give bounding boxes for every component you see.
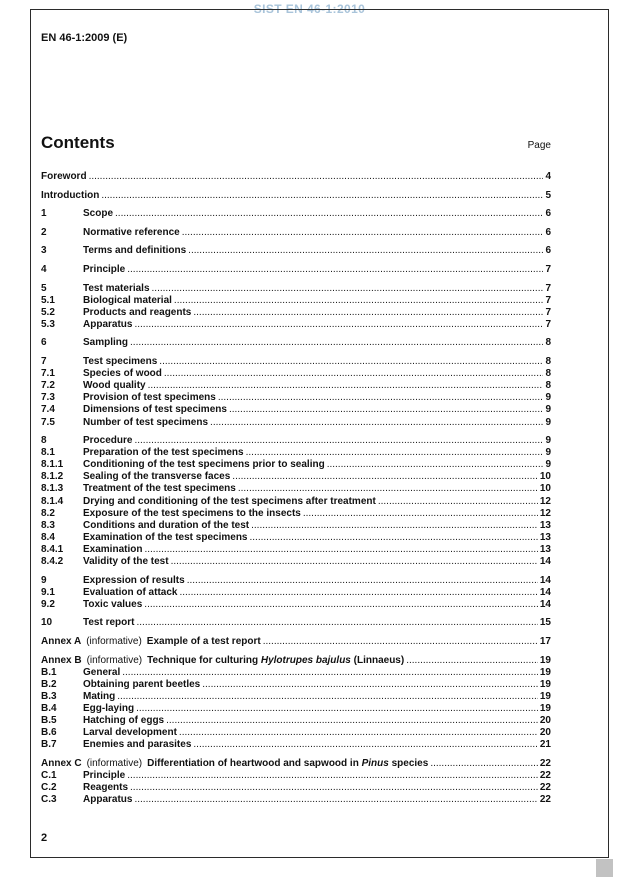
toc-entry-number: 4 — [41, 263, 47, 275]
toc-entry — [41, 636, 551, 648]
toc-entry — [41, 447, 551, 459]
toc-dot-leader — [144, 544, 537, 556]
toc-entry-title: Sealing of the transverse faces — [83, 471, 231, 483]
toc-entry-page: 9 — [545, 435, 551, 447]
toc-entry-title: Conditions and duration of the test — [83, 519, 250, 531]
toc-dot-leader — [159, 356, 543, 368]
toc-entry-number: C.1 — [41, 769, 57, 781]
toc-entry-page: 7 — [545, 294, 551, 306]
toc-entry — [41, 307, 551, 319]
toc-entry — [41, 190, 551, 202]
toc-dot-leader — [202, 679, 538, 691]
toc-entry-number: B.3 — [41, 690, 57, 702]
toc-entry-title: Products and reagents — [83, 306, 192, 318]
toc-entry-page: 14 — [539, 574, 551, 586]
toc-dot-leader — [137, 617, 538, 629]
toc-entry-page: 9 — [545, 447, 551, 459]
toc-entry-number: 8.4 — [41, 531, 55, 543]
toc-entry — [41, 459, 551, 471]
toc-entry-number: 9.2 — [41, 598, 55, 610]
toc-entry — [41, 782, 551, 794]
toc-entry-page: 7 — [545, 318, 551, 330]
toc-entry-page: 8 — [545, 368, 551, 380]
toc-entry-page: 17 — [539, 636, 551, 647]
toc-entry-page: 7 — [545, 263, 551, 275]
toc-entry-page: 21 — [539, 739, 551, 751]
toc-entry-number: 3 — [41, 245, 47, 257]
toc-entry-page: 5 — [545, 189, 551, 201]
toc-dot-leader — [130, 782, 538, 794]
toc-entry-number: 8.1.1 — [41, 459, 64, 471]
toc-entry-page: 22 — [539, 757, 551, 769]
toc-entry-number: 8.3 — [41, 519, 55, 531]
toc-dot-leader — [174, 295, 544, 307]
toc-entry-number: B.6 — [41, 727, 57, 739]
toc-entry-page: 22 — [539, 782, 551, 794]
toc-entry-title: Enemies and parasites — [83, 739, 192, 751]
toc-entry-page: 13 — [539, 531, 551, 543]
toc-entry — [41, 739, 551, 751]
page-number: 2 — [41, 832, 48, 844]
toc-dot-leader — [144, 599, 538, 611]
toc-dot-leader — [238, 483, 538, 495]
toc-entry-number: B.4 — [41, 702, 57, 714]
toc-dot-leader — [193, 739, 537, 751]
toc-dot-leader — [115, 208, 543, 220]
toc-entry — [41, 171, 551, 183]
toc-entry-title: Exposure of the test specimens to the insects — [83, 507, 301, 519]
toc-entry — [41, 356, 551, 368]
toc-entry-title: Obtaining parent beetles — [83, 678, 201, 690]
toc-entry-title: Examination of the test specimens — [83, 531, 248, 543]
toc-entry-number: C.2 — [41, 782, 57, 794]
toc-dot-leader — [246, 447, 544, 459]
toc-dot-leader — [179, 727, 538, 739]
toc-entry — [41, 483, 551, 495]
toc-entry-page: 14 — [539, 598, 551, 610]
toc-entry-number: 7.1 — [41, 368, 55, 380]
toc-dot-leader — [171, 556, 538, 568]
toc-entry-number: 1 — [41, 208, 47, 220]
toc-entry-number: 8 — [41, 435, 47, 447]
toc-entry-title: Biological material — [83, 294, 172, 306]
toc-entry — [41, 655, 551, 667]
toc-entry — [41, 435, 551, 447]
toc-entry-title: Conditioning of the test specimens prior to sealing — [83, 459, 325, 471]
toc-entry-page: 22 — [539, 769, 551, 781]
toc-entry — [41, 727, 551, 739]
toc-entry-title: Sampling — [83, 337, 129, 349]
toc-dot-leader — [136, 703, 538, 715]
toc-entry-page: 9 — [545, 404, 551, 416]
toc-entry-title: Foreword — [41, 171, 87, 182]
toc-entry-number: C.3 — [41, 794, 57, 806]
toc-entry — [41, 575, 551, 587]
toc-entry-number: 7.2 — [41, 380, 55, 392]
toc-entry-title: (informative) Example of a test report — [86, 636, 261, 647]
toc-entry-page: 8 — [545, 356, 551, 368]
toc-entry-number: 8.1.3 — [41, 483, 64, 495]
toc-dot-leader — [188, 245, 543, 257]
toc-dot-leader — [250, 532, 538, 544]
toc-entry-number: B.5 — [41, 715, 57, 727]
toc-entry-title: Test specimens — [83, 356, 158, 368]
toc-dot-leader — [327, 459, 544, 471]
toc-dot-leader — [101, 190, 543, 202]
toc-entry-number: Annex A — [41, 636, 82, 647]
toc-entry — [41, 587, 551, 599]
toc-entry-page: 20 — [539, 715, 551, 727]
toc-dot-leader — [130, 337, 543, 349]
toc-entry-page: 9 — [545, 459, 551, 471]
toc-entry-title: Validity of the test — [83, 556, 169, 568]
toc-entry — [41, 508, 551, 520]
toc-entry-title: Normative reference — [83, 226, 180, 238]
toc-dot-leader — [89, 171, 544, 183]
toc-entry-page: 6 — [545, 245, 551, 257]
toc-entry-title: (informative) Technique for culturing Hylotrupes bajulus (Linnaeus) — [86, 654, 405, 666]
toc-entry-title: Terms and definitions — [83, 245, 187, 257]
toc-entry-title: Larval development — [83, 727, 177, 739]
toc-dot-leader — [210, 417, 543, 429]
toc-entry-page: 19 — [539, 678, 551, 690]
page-column-label: Page — [527, 140, 551, 151]
toc-entry-page: 10 — [539, 483, 551, 495]
toc-dot-leader — [232, 471, 538, 483]
toc-entry — [41, 794, 551, 806]
toc-dot-leader — [251, 520, 538, 532]
toc-entry-title: Apparatus — [83, 318, 133, 330]
toc-dot-leader — [122, 667, 538, 679]
toc-entry-title: Examination — [83, 543, 143, 555]
toc-entry-title: Evaluation of attack — [83, 586, 178, 598]
toc-entry-title: Egg-laying — [83, 702, 135, 714]
toc-entry — [41, 295, 551, 307]
toc-entry — [41, 715, 551, 727]
toc-dot-leader — [179, 587, 537, 599]
document-reference: EN 46-1:2009 (E) — [41, 32, 128, 44]
toc-entry — [41, 208, 551, 220]
toc-dot-leader — [152, 283, 544, 295]
toc-dot-leader — [166, 715, 538, 727]
toc-entry — [41, 392, 551, 404]
toc-dot-leader — [182, 227, 544, 239]
toc-dot-leader — [430, 758, 538, 770]
toc-entry — [41, 404, 551, 416]
toc-entry-number: 8.1.2 — [41, 471, 64, 483]
toc-entry-page: 13 — [539, 543, 551, 555]
toc-dot-leader — [164, 368, 544, 380]
toc-entry-number: B.2 — [41, 678, 57, 690]
toc-entry-page: 6 — [545, 208, 551, 220]
toc-entry — [41, 319, 551, 331]
toc-entry-title: Principle — [83, 769, 126, 781]
toc-entry — [41, 679, 551, 691]
toc-dot-leader — [187, 575, 538, 587]
toc-entry-title: Principle — [83, 263, 126, 275]
toc-entry-page: 22 — [539, 794, 551, 806]
toc-entry — [41, 544, 551, 556]
toc-dot-leader — [229, 404, 544, 416]
toc-entry-number: 9.1 — [41, 586, 55, 598]
toc-entry-page: 19 — [539, 702, 551, 714]
toc-entry-title: Introduction — [41, 189, 100, 201]
toc-entry — [41, 520, 551, 532]
toc-dot-leader — [134, 319, 543, 331]
toc-entry — [41, 283, 551, 295]
toc-entry — [41, 691, 551, 703]
corner-mark — [596, 859, 613, 877]
toc-entry-page: 7 — [545, 282, 551, 294]
toc-entry-number: 9 — [41, 574, 47, 586]
toc-dot-leader — [406, 655, 538, 667]
toc-entry-page: 15 — [539, 617, 551, 629]
toc-entry-page: 6 — [545, 226, 551, 238]
toc-dot-leader — [127, 264, 543, 276]
toc-entry-title: Test report — [83, 617, 135, 629]
toc-entry-page: 19 — [539, 654, 551, 666]
toc-entry-number: 8.4.1 — [41, 543, 64, 555]
toc-entry-title: Hatching of eggs — [83, 715, 165, 727]
toc-entry — [41, 368, 551, 380]
toc-entry-number: 5.1 — [41, 294, 55, 306]
toc-entry-title: Preparation of the test specimens — [83, 447, 244, 459]
toc-entry-page: 19 — [539, 690, 551, 702]
toc-dot-leader — [134, 794, 537, 806]
toc-entry-number: 7.4 — [41, 404, 55, 416]
toc-entry-page: 4 — [545, 171, 551, 182]
toc-entry — [41, 703, 551, 715]
toc-entry — [41, 617, 551, 629]
toc-entry-page: 14 — [539, 586, 551, 598]
toc-entry-number: 8.2 — [41, 507, 55, 519]
toc-entry-number: 8.1 — [41, 447, 55, 459]
toc-entry-page: 19 — [539, 666, 551, 678]
toc-entry-title: Apparatus — [83, 794, 133, 806]
toc-dot-leader — [263, 636, 538, 648]
toc-entry-page: 9 — [545, 392, 551, 404]
toc-entry-title: Treatment of the test specimens — [83, 483, 236, 495]
toc-entry-page: 12 — [539, 507, 551, 519]
toc-entry-number: Annex C — [41, 757, 82, 769]
contents-header — [41, 133, 551, 153]
toc-dot-leader — [378, 496, 538, 508]
toc-entry — [41, 758, 551, 770]
toc-entry-title: Scope — [83, 208, 114, 220]
toc-entry — [41, 556, 551, 568]
toc-dot-leader — [134, 435, 543, 447]
toc-entry — [41, 532, 551, 544]
toc-entry-title: Toxic values — [83, 598, 143, 610]
toc-entry-page: 14 — [539, 556, 551, 568]
toc-entry-number: B.1 — [41, 666, 57, 678]
toc-entry — [41, 496, 551, 508]
toc-entry-page: 8 — [545, 380, 551, 392]
toc-entry-number: 2 — [41, 226, 47, 238]
toc-dot-leader — [218, 392, 544, 404]
toc-entry-page: 20 — [539, 727, 551, 739]
toc-entry — [41, 380, 551, 392]
toc-entry-title: Test materials — [83, 282, 150, 294]
toc-entry-number: 6 — [41, 337, 47, 349]
toc-dot-leader — [117, 691, 538, 703]
toc-entry-title: Procedure — [83, 435, 133, 447]
toc-entry-title: Number of test specimens — [83, 416, 209, 428]
toc-entry — [41, 667, 551, 679]
page-border — [30, 9, 609, 858]
toc-entry — [41, 770, 551, 782]
toc-entry-title: General — [83, 666, 121, 678]
toc-entry-number: 8.4.2 — [41, 556, 64, 568]
toc-entry — [41, 471, 551, 483]
toc-entry-number: 7 — [41, 356, 47, 368]
toc-entry-number: 5.3 — [41, 318, 55, 330]
toc-entry-number: Annex B — [41, 654, 82, 666]
toc-entry-page: 9 — [545, 416, 551, 428]
toc-dot-leader — [127, 770, 538, 782]
toc-entry-page: 7 — [545, 306, 551, 318]
toc-dot-leader — [148, 380, 544, 392]
toc-entry-title: Provision of test specimens — [83, 392, 216, 404]
toc-entry-number: 7.3 — [41, 392, 55, 404]
toc-entry-page: 13 — [539, 519, 551, 531]
toc-entry — [41, 417, 551, 429]
toc-entry-title: Wood quality — [83, 380, 146, 392]
toc-entry-number: 7.5 — [41, 416, 55, 428]
table-of-contents — [41, 171, 551, 806]
toc-entry — [41, 227, 551, 239]
toc-entry-title: Expression of results — [83, 574, 185, 586]
toc-entry — [41, 337, 551, 349]
toc-entry-title: Dimensions of test specimens — [83, 404, 227, 416]
toc-entry-page: 12 — [539, 495, 551, 507]
toc-dot-leader — [303, 508, 538, 520]
toc-entry-number: B.7 — [41, 739, 57, 751]
toc-entry — [41, 264, 551, 276]
toc-entry-number: 5 — [41, 282, 47, 294]
toc-entry-page: 8 — [545, 337, 551, 349]
toc-entry — [41, 599, 551, 611]
toc-entry — [41, 245, 551, 257]
toc-dot-leader — [193, 307, 543, 319]
watermark: SIST EN 46-1:2010 — [253, 2, 366, 16]
toc-entry-page: 10 — [539, 471, 551, 483]
toc-entry-number: 5.2 — [41, 306, 55, 318]
toc-entry-number: 10 — [41, 617, 53, 629]
contents-title: Contents — [41, 133, 115, 152]
toc-entry-title: Species of wood — [83, 368, 162, 380]
toc-entry-title: Mating — [83, 690, 116, 702]
toc-entry-title: Reagents — [83, 782, 129, 794]
toc-entry-title: (informative) Differentiation of heartwood and sapwood in Pinus species — [86, 757, 429, 769]
toc-entry-number: 8.1.4 — [41, 495, 64, 507]
toc-entry-title: Drying and conditioning of the test specimens after treatment — [83, 495, 376, 507]
